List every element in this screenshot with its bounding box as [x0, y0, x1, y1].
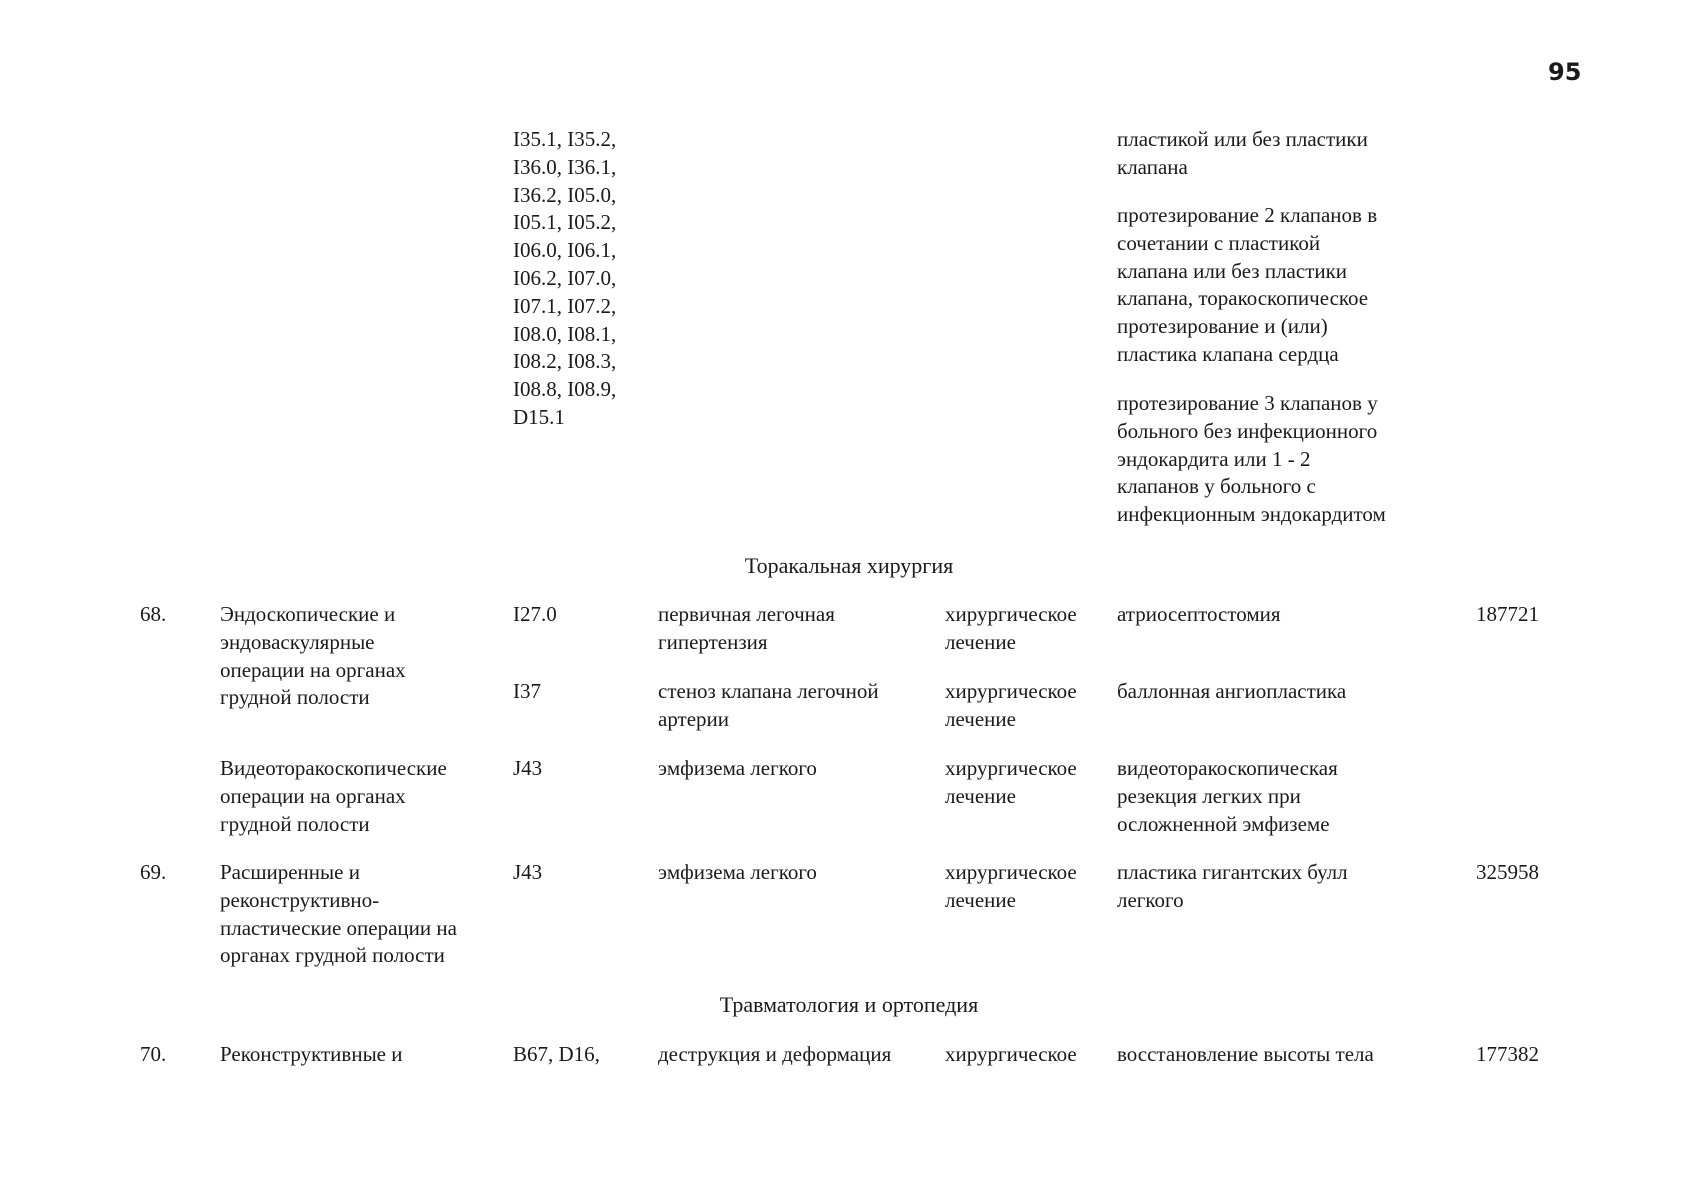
treatment-method: восстановление высоты тела [1117, 1042, 1374, 1066]
method-line: эндокардита или 1 - 2 [1117, 446, 1311, 471]
name-line: Эндоскопические и [220, 602, 396, 626]
continuation-method-1 [1117, 126, 1368, 182]
code-line: I35.1, I35.2, [513, 127, 617, 151]
method-line: инфекционным эндокардитом [1117, 502, 1386, 527]
code-line: I36.2, I05.0, [513, 182, 617, 207]
treatment-type [945, 859, 1077, 915]
method-line: резекция легких при [1117, 783, 1301, 808]
icd-code: J43 [513, 756, 543, 780]
page-number: 95 [1548, 58, 1582, 86]
name-line: реконструктивно- [220, 887, 380, 912]
name-line: операции на органах [220, 657, 406, 682]
diagnosis-line: артерии [658, 706, 730, 731]
row-number: 70. [140, 1042, 167, 1066]
code-line: I05.1, I05.2, [513, 210, 617, 235]
diagnosis: эмфизема легкого [658, 756, 817, 780]
method-line: видеоторакоскопическая [1117, 756, 1338, 780]
name-line: грудной полости [220, 685, 370, 710]
method-line: протезирование 2 клапанов в [1117, 203, 1378, 227]
continuation-method-3 [1117, 390, 1386, 529]
method-line: легкого [1117, 887, 1184, 912]
row-number: 68. [140, 602, 167, 626]
cost-value: 187721 [1476, 602, 1539, 626]
type-line: лечение [945, 706, 1016, 731]
diagnosis-line: стеноз клапана легочной [658, 679, 879, 703]
cost-value: 325958 [1476, 860, 1539, 884]
icd-code: I27.0 [513, 602, 557, 626]
name-line: пластические операции на [220, 915, 457, 940]
continuation-method-2 [1117, 202, 1377, 369]
method-line: пластика клапана сердца [1117, 341, 1339, 366]
type-line: лечение [945, 887, 1016, 912]
diagnosis: деструкция и деформация [658, 1042, 892, 1066]
treatment-type: хирургическое [945, 1042, 1077, 1066]
code-line: I06.2, I07.0, [513, 265, 617, 290]
icd-code: J43 [513, 860, 543, 884]
code-line: I08.2, I08.3, [513, 349, 617, 374]
type-line: лечение [945, 629, 1016, 654]
diagnosis: эмфизема легкого [658, 860, 817, 884]
procedure-group-name [220, 859, 457, 970]
section-heading-traumatology: Травматология и ортопедия [719, 992, 979, 1017]
type-line: хирургическое [945, 679, 1077, 703]
name-line: Видеоторакоскопические [220, 756, 447, 780]
treatment-method: атриосептостомия [1117, 602, 1281, 626]
diagnosis [658, 601, 835, 657]
code-line: I36.0, I36.1, [513, 154, 617, 179]
row-number: 69. [140, 860, 167, 884]
type-line: хирургическое [945, 602, 1077, 626]
treatment-type [945, 755, 1077, 811]
code-line: I08.8, I08.9, [513, 377, 617, 402]
diagnosis [658, 678, 879, 734]
section-heading-thoracic: Торакальная хирургия [744, 553, 954, 578]
method-line: клапанов у больного с [1117, 474, 1316, 499]
name-line: операции на органах [220, 783, 406, 808]
name-line: органах грудной полости [220, 943, 445, 968]
method-line: больного без инфекционного [1117, 418, 1378, 443]
code-line: I08.0, I08.1, [513, 321, 617, 346]
procedure-group-name [220, 601, 406, 712]
method-line: протезирование 3 клапанов у [1117, 391, 1378, 415]
type-line: хирургическое [945, 860, 1077, 884]
code-line: I07.1, I07.2, [513, 293, 617, 318]
cost-value: 177382 [1476, 1042, 1539, 1066]
treatment-method [1117, 859, 1348, 915]
diagnosis-line: первичная легочная [658, 602, 835, 626]
name-line: грудной полости [220, 811, 370, 836]
procedure-group-name: Реконструктивные и [220, 1042, 403, 1066]
name-line: эндоваскулярные [220, 629, 375, 654]
treatment-type [945, 678, 1077, 734]
code-line: D15.1 [513, 404, 565, 429]
method-line: осложненной эмфиземе [1117, 811, 1330, 836]
treatment-method: баллонная ангиопластика [1117, 679, 1347, 703]
treatment-method [1117, 755, 1338, 838]
continuation-codes [513, 126, 616, 432]
method-line: клапана, торакоскопическое [1117, 286, 1369, 311]
name-line: Расширенные и [220, 860, 360, 884]
procedure-group-name [220, 755, 447, 838]
method-line: клапана или без пластики [1117, 258, 1348, 283]
icd-code: I37 [513, 679, 541, 703]
method-line: пластикой или без пластики [1117, 127, 1368, 151]
icd-code: B67, D16, [513, 1042, 600, 1066]
code-line: I06.0, I06.1, [513, 238, 617, 263]
method-line: пластика гигантских булл [1117, 860, 1348, 884]
treatment-type [945, 601, 1077, 657]
method-line: сочетании с пластикой [1117, 230, 1321, 255]
method-line: клапана [1117, 154, 1188, 179]
method-line: протезирование и (или) [1117, 314, 1328, 339]
diagnosis-line: гипертензия [658, 629, 768, 654]
type-line: лечение [945, 783, 1016, 808]
type-line: хирургическое [945, 756, 1077, 780]
